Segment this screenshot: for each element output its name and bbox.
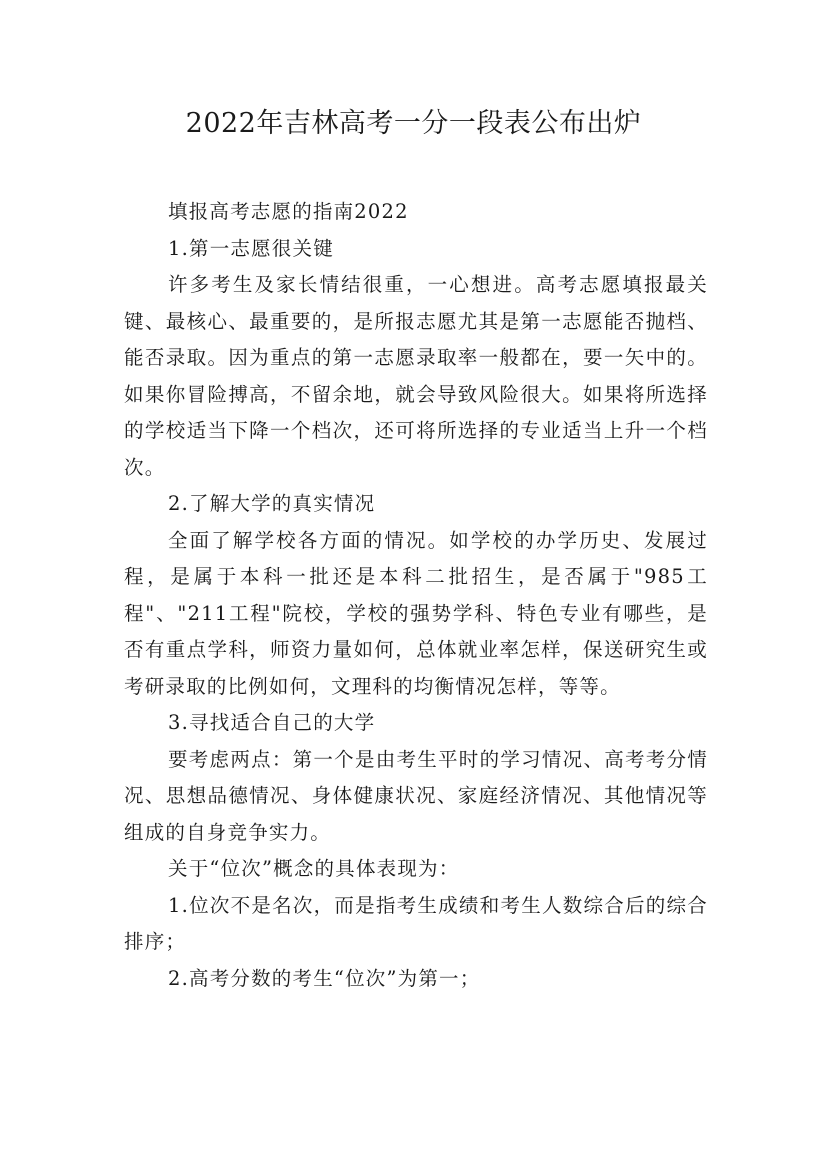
document-body	[124, 194, 708, 997]
paragraph-section-3-heading: 3.寻找适合自己的大学	[168, 711, 376, 734]
paragraph-rank-point-1: 1.位次不是名次，而是指考生成绩和考生人数综合后的综合排序；	[124, 893, 708, 953]
paragraph-rank-point-2: 2.高考分数的考生“位次”为第一；	[168, 966, 481, 990]
paragraph-rank-concept-intro: 关于“位次”概念的具体表现为：	[168, 857, 460, 880]
paragraph-guide-heading: 填报高考志愿的指南2022	[168, 200, 409, 223]
paragraph-section-2-heading: 2.了解大学的真实情况	[168, 492, 376, 515]
paragraph-section-1-body: 许多考生及家长情结很重，一心想进。高考志愿填报最关键、最核心、最重要的，是所报志愿尤其是第一志愿能否抛档、能否录取。因为重点的第一志愿录取率一般都在，要一矢中的。如果你冒险搏高，不留余地，就会导致风险很大。如果将所选择的学校适当下降一个档次，还可将所选择的专业适当上升一个档次。	[124, 273, 708, 479]
paragraph-section-1-heading: 1.第一志愿很关键	[168, 236, 334, 260]
paragraph-section-3-body: 要考虑两点：第一个是由考生平时的学习情况、高考考分情况、思想品德情况、身体健康状况、家庭经济情况、其他情况等组成的自身竞争实力。	[124, 747, 708, 844]
document-title: 2022年吉林高考一分一段表公布出炉	[185, 108, 642, 139]
paragraph-section-2-body: 全面了解学校各方面的情况。如学校的办学历史、发展过程，是属于本科一批还是本科二批招生，是否属于"985工程"、"211工程"院校，学校的强势学科、特色专业有哪些，是否有重点学科，师资力量如何，总体就业率怎样，保送研究生或考研录取的比例如何，文理科的均衡情况怎样，等等。	[124, 528, 708, 698]
